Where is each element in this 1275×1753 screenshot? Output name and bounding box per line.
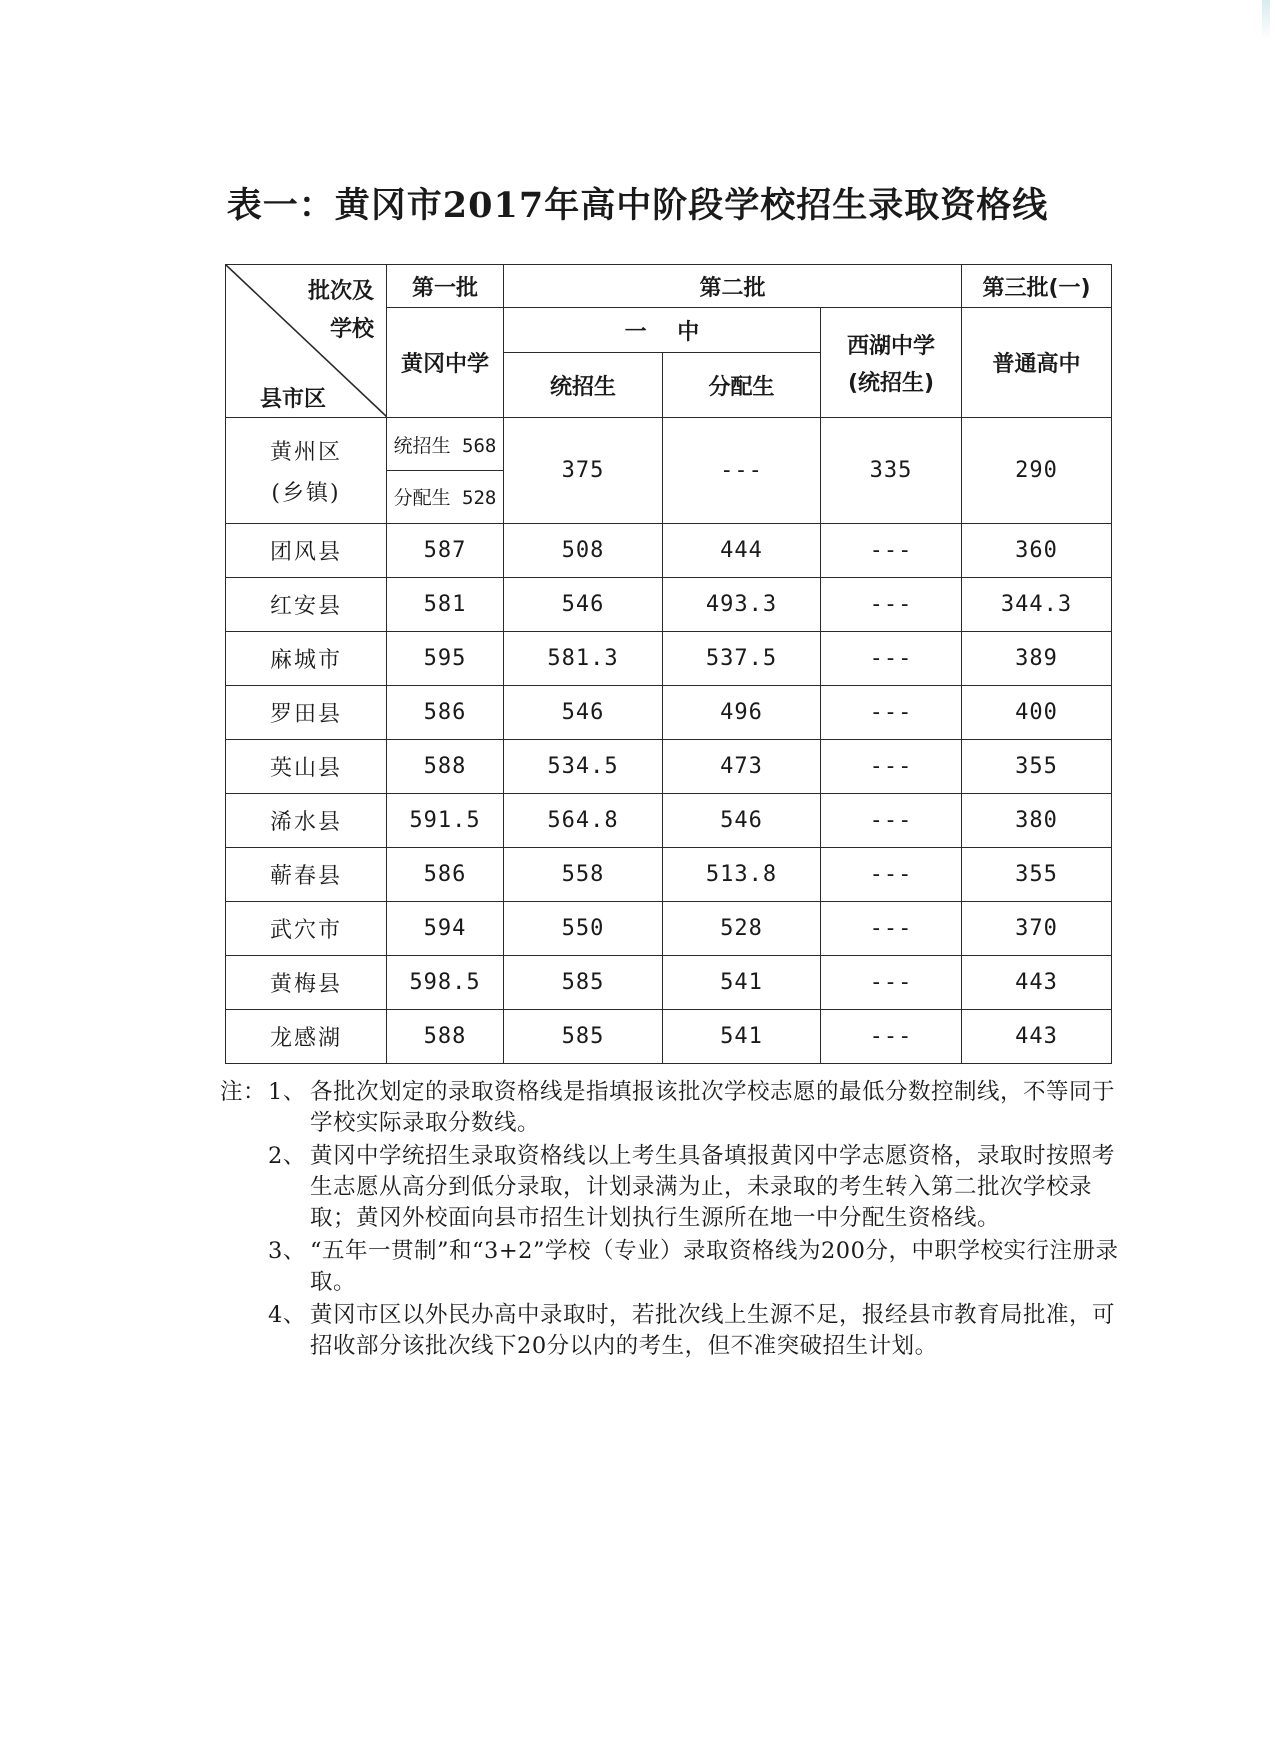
county-name: 红安县 — [226, 578, 387, 632]
tongzhao-value: 546 — [504, 578, 663, 632]
tongzhao-value: 508 — [504, 524, 663, 578]
table-row-huangzhou — [226, 418, 1112, 524]
xihu-value: --- — [821, 686, 962, 740]
note-text: 黄冈中学统招生录取资格线以上考生具备填报黄冈中学志愿资格，录取时按照考生志愿从高分到低分录取，计划录满为止，未录取的考生转入第二批次学校录取；黄冈外校面向县市招生计划执行生源所在地一中分配生资格线。 — [310, 1143, 1116, 1231]
notes-section — [220, 1077, 1120, 1364]
putong-value: 355 — [962, 740, 1112, 794]
tongzhao-value: 534.5 — [504, 740, 663, 794]
xihu-value: --- — [821, 902, 962, 956]
county-name: 团风县 — [226, 524, 387, 578]
xihu-value: --- — [821, 524, 962, 578]
xihu-value: 335 — [821, 418, 962, 524]
county-name: 武穴市 — [226, 902, 387, 956]
fenpei-value: 496 — [663, 686, 821, 740]
table-row — [226, 686, 1112, 740]
fenpei-value: 473 — [663, 740, 821, 794]
tongzhao-value: 585 — [504, 956, 663, 1010]
first-value: 591.5 — [387, 794, 504, 848]
header-xihu — [821, 308, 962, 418]
fenpei-value: 541 — [663, 956, 821, 1010]
header-yizhong: 一 中 — [504, 308, 821, 353]
tongzhao-value: 558 — [504, 848, 663, 902]
fenpei-value: 444 — [663, 524, 821, 578]
table-row — [226, 740, 1112, 794]
table-row — [226, 524, 1112, 578]
putong-value: 400 — [962, 686, 1112, 740]
table-row — [226, 794, 1112, 848]
first-value: 586 — [387, 848, 504, 902]
corner-label-county: 县市区 — [260, 387, 327, 412]
first-fenpei-value: 分配生 528 — [393, 487, 497, 509]
table-row — [226, 956, 1112, 1010]
putong-value: 370 — [962, 902, 1112, 956]
xihu-value: --- — [821, 848, 962, 902]
xihu-value: --- — [821, 632, 962, 686]
tongzhao-value: 546 — [504, 686, 663, 740]
county-name: 蕲春县 — [226, 848, 387, 902]
xihu-value: --- — [821, 956, 962, 1010]
header-tongzhao: 统招生 — [504, 353, 663, 418]
xihu-value: --- — [821, 1010, 962, 1064]
county-cell — [226, 418, 387, 524]
header-batch1: 第一批 — [387, 265, 504, 308]
admission-table — [225, 264, 1112, 1064]
first-batch-split-cell — [387, 418, 504, 524]
note-text: 黄冈市区以外民办高中录取时，若批次线上生源不足，报经县市教育局批准，可招收部分该批次线下20分以内的考生，但不准突破招生计划。 — [310, 1302, 1116, 1359]
tongzhao-value: 564.8 — [504, 794, 663, 848]
header-fenpei: 分配生 — [663, 353, 821, 418]
first-value: 595 — [387, 632, 504, 686]
tongzhao-value: 375 — [504, 418, 663, 524]
tongzhao-value: 585 — [504, 1010, 663, 1064]
note-number: 1、 — [268, 1079, 306, 1105]
header-xihu-name: 西湖中学 — [847, 333, 936, 359]
putong-value: 380 — [962, 794, 1112, 848]
note-item — [220, 1236, 1120, 1298]
table-row — [226, 578, 1112, 632]
county-name: 罗田县 — [226, 686, 387, 740]
table-row — [226, 1010, 1112, 1064]
putong-value: 360 — [962, 524, 1112, 578]
note-number: 2、 — [268, 1143, 306, 1169]
tongzhao-value: 581.3 — [504, 632, 663, 686]
note-text: “五年一贯制”和“3+2”学校（专业）录取资格线为200分，中职学校实行注册录取。 — [310, 1238, 1119, 1295]
fenpei-value: 537.5 — [663, 632, 821, 686]
first-tongzhao-value: 统招生 568 — [393, 435, 497, 457]
county-name: 麻城市 — [226, 632, 387, 686]
header-putong: 普通高中 — [962, 308, 1112, 418]
first-value: 598.5 — [387, 956, 504, 1010]
fenpei-value: 513.8 — [663, 848, 821, 902]
fenpei-value: 546 — [663, 794, 821, 848]
county-name: 黄州区 — [269, 439, 342, 465]
fenpei-value: 541 — [663, 1010, 821, 1064]
table-row — [226, 902, 1112, 956]
note-text: 各批次划定的录取资格线是指填报该批次学校志愿的最低分数控制线，不等同于学校实际录取分数线。 — [310, 1079, 1116, 1136]
note-number: 4、 — [268, 1302, 306, 1328]
first-value: 588 — [387, 740, 504, 794]
page-title: 表一：黄冈市2017年高中阶段学校招生录取资格线 — [226, 185, 1049, 226]
county-name: 浠水县 — [226, 794, 387, 848]
fenpei-value: 528 — [663, 902, 821, 956]
fenpei-value: 493.3 — [663, 578, 821, 632]
note-item — [220, 1077, 1120, 1139]
first-value: 594 — [387, 902, 504, 956]
note-item — [220, 1141, 1120, 1234]
corner-label-batch: 批次及 — [307, 279, 374, 304]
note-item — [220, 1300, 1120, 1362]
xihu-value: --- — [821, 740, 962, 794]
county-sub: (乡镇) — [271, 480, 341, 506]
xihu-value: --- — [821, 794, 962, 848]
county-name: 黄梅县 — [226, 956, 387, 1010]
putong-value: 443 — [962, 956, 1112, 1010]
first-value: 581 — [387, 578, 504, 632]
header-xihu-sub: (统招生) — [847, 370, 935, 396]
scan-edge-mark — [1262, 0, 1270, 40]
putong-value: 344.3 — [962, 578, 1112, 632]
first-value: 587 — [387, 524, 504, 578]
tongzhao-value: 550 — [504, 902, 663, 956]
header-batch2: 第二批 — [504, 265, 962, 308]
county-name: 龙感湖 — [226, 1010, 387, 1064]
first-value: 588 — [387, 1010, 504, 1064]
county-name: 英山县 — [226, 740, 387, 794]
putong-value: 443 — [962, 1010, 1112, 1064]
corner-header — [226, 265, 387, 418]
corner-label-school: 学校 — [329, 317, 374, 342]
note-number: 3、 — [268, 1238, 306, 1264]
header-batch3: 第三批(一) — [962, 265, 1112, 308]
putong-value: 355 — [962, 848, 1112, 902]
xihu-value: --- — [821, 578, 962, 632]
table-row — [226, 632, 1112, 686]
table-row — [226, 848, 1112, 902]
fenpei-value: --- — [663, 418, 821, 524]
notes-prefix: 注： — [220, 1079, 267, 1105]
putong-value: 290 — [962, 418, 1112, 524]
first-value: 586 — [387, 686, 504, 740]
putong-value: 389 — [962, 632, 1112, 686]
header-huanggang-school: 黄冈中学 — [387, 308, 504, 418]
